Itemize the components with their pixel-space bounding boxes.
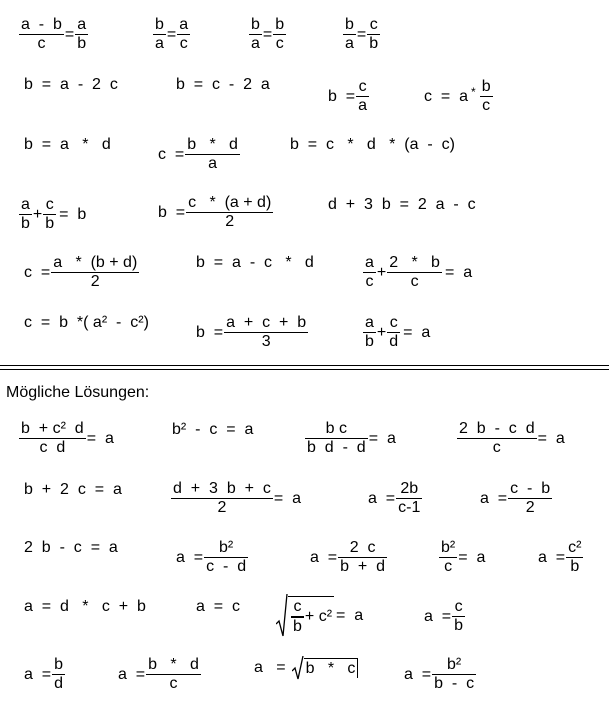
solution-r5-e4: a = $\frac{\text{b²}}{b - c}$ [404,656,475,693]
radical-sign-icon [276,594,288,638]
square-root: b * c [292,656,359,680]
radical-sign-icon [292,656,304,680]
solution-r1-e4: $\frac{\text{2 b - c d}}{c}$ = a [459,420,565,457]
equation-r4-e2: b = $\frac{c * (a + d)}{2}$ [158,194,272,231]
solution-r2-e4: a = $\frac{c - b}{2}$ [480,480,551,517]
solution-r2-e1: b + 2 c = a [24,481,122,498]
equation-r3-e2: c = $\frac{b * d}{a}$ [158,136,238,173]
equation-r1-e2: $\frac{b}{a}$ = $\frac{a}{c}$ [155,16,189,53]
solution-r3-e4: $\frac{\text{b²}}{c}$ = a [441,539,486,576]
separator-line [0,365,609,366]
square-root: $\frac{c}{b}$ + c² [276,594,334,638]
equation-r2-e1: b = a - 2 c [24,76,118,93]
solution-r2-e3: a = $\frac{2b}{c-1}$ [368,480,421,517]
fraction: $\frac{a}{b}$ [77,16,87,53]
solutions-heading: Mögliche Lösungen: [6,384,150,401]
equation-r1-e1: $\frac{a - b}{c}$ = $\frac{a}{b}$ [21,16,87,53]
equation-r6-e2: b = $\frac{a + c + b}{3}$ [196,314,307,351]
solution-r2-e2: $\frac{d + 3 b + c}{2}$ = a [173,480,301,517]
equation-r2-e3: b = $\frac{c}{a}$ [328,78,368,115]
fraction: $\frac{a - b}{c}$ [21,16,62,53]
equation-r6-e1: c = b *( a² - c²) [24,314,149,331]
solution-r3-e2: a = $\frac{\text{b²}}{c - d}$ [176,539,247,576]
solution-r5-e1: a = $\frac{b}{d}$ [24,656,64,693]
solution-r3-e1: 2 b - c = a [24,539,118,556]
solution-r4-e2: a = c [196,598,241,615]
equation-r4-e1: $\frac{a}{b}$ + $\frac{c}{b}$ = b [21,196,87,233]
solution-r4-e4: a = $\frac{c}{b}$ [424,598,464,635]
separator-line [0,369,609,370]
solution-r5-e2: a = $\frac{b * d}{c}$ [118,656,199,693]
solution-r3-e5: a = $\frac{\text{c²}}{b}$ [538,539,582,576]
equation-r1-e4: $\frac{b}{a}$ = $\frac{c}{b}$ [345,16,379,53]
solution-r1-e2: b² - c = a [172,421,254,438]
equation-r2-e4: c = a * $\frac{b}{c}$ [424,78,491,115]
solution-r1-e1: $\frac{\text{b + c² d}}{\text{c d}}$ = a [21,420,114,457]
solution-r5-e3: a = b * c [254,656,358,680]
equation-r3-e3: b = c * d * (a - c) [290,136,455,153]
equation-r3-e1: b = a * d [24,136,111,153]
solution-r1-e3: $\frac{\text{b c}}{\text{b d - d}}$ = a [307,420,396,457]
equation-r4-e3: d + 3 b = 2 a - c [328,196,476,213]
equation-r5-e3: $\frac{a}{c}$ + $\frac{2 * b}{c}$ = a [365,254,473,291]
equation-r1-e3: $\frac{b}{a}$ = $\frac{b}{c}$ [251,16,285,53]
equation-r5-e2: b = a - c * d [196,254,314,271]
solution-r4-e1: a = d * c + b [24,598,146,615]
equation-r2-e2: b = c - 2 a [176,76,270,93]
solution-r3-e3: a = $\frac{2 c}{b + d}$ [310,539,386,576]
solution-r4-e3: $\frac{c}{b}$ + c² = a [276,594,363,638]
equation-r5-e1: c = $\frac{a * (b + d)}{2}$ [24,254,138,291]
equation-r6-e3: $\frac{a}{b}$ + $\frac{c}{d}$ = a [365,314,431,351]
